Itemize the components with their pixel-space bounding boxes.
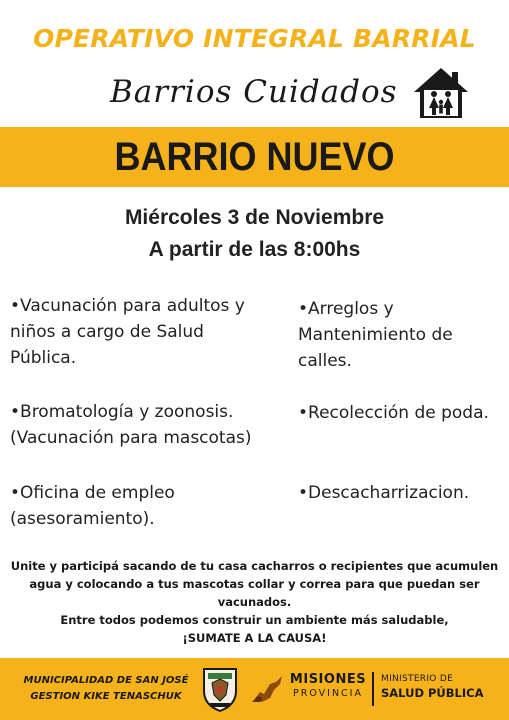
service-item: •Vacunación para adultos y niños a cargo de Salud Pública. (10, 296, 245, 368)
neighborhood-banner (0, 127, 509, 187)
subtitle-row (0, 66, 509, 122)
event-time: A partir de las 8:00hs (148, 238, 361, 261)
call-to-action: ¡SUMATE A LA CAUSA! (182, 631, 327, 645)
service-item: •Bromatología y zoonosis. (Vacunación para mascotas) (10, 402, 252, 448)
neighborhood-title: BARRIO NUEVO (114, 135, 395, 179)
municipality-administration: GESTION KIKE TENASCHUK (30, 691, 182, 702)
message-line: vacunados. (217, 595, 292, 609)
municipal-crest-icon (200, 665, 240, 713)
service-item: •Arreglos y Mantenimiento de calles. (298, 299, 453, 371)
house-family-icon (412, 66, 470, 120)
subtitle: Barrios Cuidados (110, 74, 398, 110)
message-line: Unite y participá sacando de tu casa cacharros o recipientes que acumulen (10, 559, 499, 573)
service-item: •Oficina de empleo (asesoramiento). (10, 483, 175, 529)
province-wordmark (288, 672, 368, 699)
event-date: Miércoles 3 de Noviembre (124, 206, 385, 229)
footer-bar (0, 658, 509, 720)
province-name: MISIONES (289, 672, 367, 687)
province-label: PROVINCIA (293, 688, 363, 699)
service-item: •Descacharrizacion. (298, 483, 470, 503)
ministry-prefix: MINISTERIO DE (381, 674, 454, 684)
misiones-province-logo-icon (248, 672, 286, 706)
ministry-wordmark (381, 674, 505, 700)
municipality-credit (20, 673, 192, 705)
municipality-name: MUNICIPALIDAD DE SAN JOSÉ (23, 675, 189, 686)
page-title: OPERATIVO INTEGRAL BARRIAL (33, 24, 476, 53)
logo-divider (372, 672, 374, 706)
ministry-name: SALUD PÚBLICA (381, 686, 484, 700)
message-line: agua y colocando a tus mascotas collar y correa para que puedan ser (29, 577, 480, 591)
service-item: •Recolección de poda. (298, 403, 489, 423)
message-line: Entre todos podemos construir un ambiente más saludable, (60, 613, 449, 627)
